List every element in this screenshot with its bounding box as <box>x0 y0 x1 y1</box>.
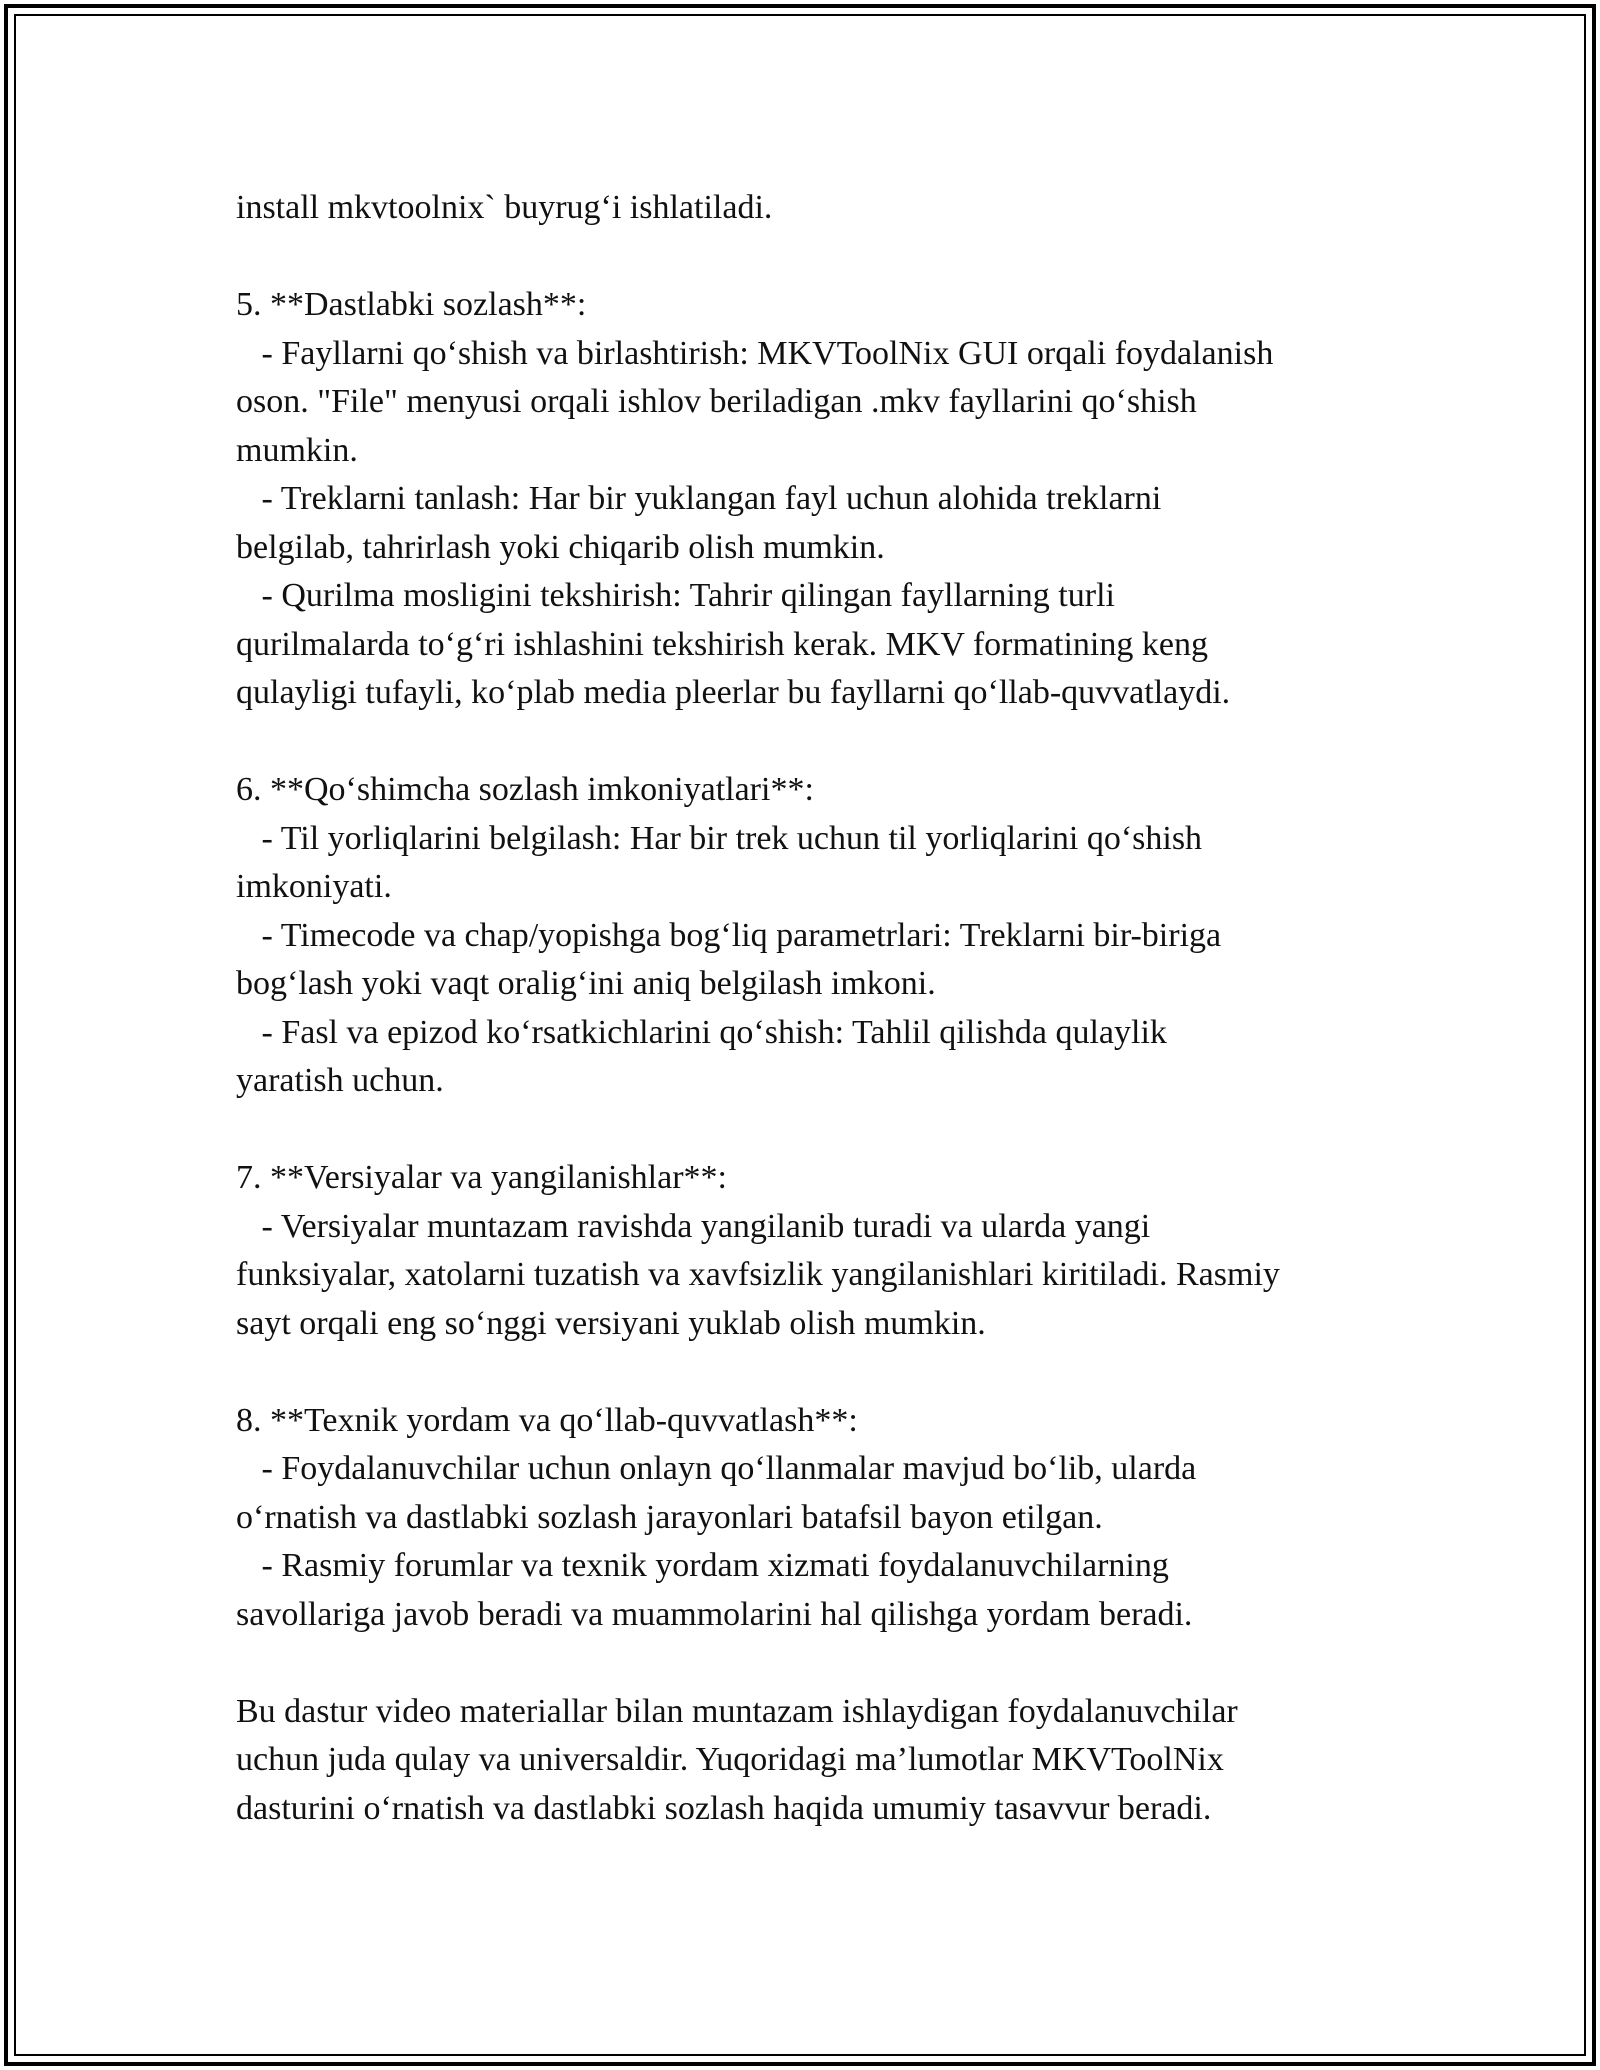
text-line: install mkvtoolnix` buyrug‘i ishlatiladi. <box>236 189 773 226</box>
text-line: belgilab, tahrirlash yoki chiqarib olish mumkin. <box>236 528 885 566</box>
text-line: - Rasmiy forumlar va texnik yordam xizmati foydalanuvchilarning <box>236 1547 1169 1584</box>
blank-line <box>236 1639 1386 1688</box>
text-line: - Treklarni tanlash: Har bir yuklangan fayl uchun alohida treklarni <box>236 480 1162 517</box>
text-line: - Foydalanuvchilar uchun onlayn qo‘llanmalar mavjud bo‘lib, ularda <box>236 1450 1197 1487</box>
text-line: qurilmalarda to‘g‘ri ishlashini tekshirish kerak. MKV formatining keng <box>236 625 1208 663</box>
text-line: qulayligi tufayli, ko‘plab media pleerlar bu fayllarni qo‘llab-quvvatlaydi. <box>236 674 1231 711</box>
text-line: - Timecode va chap/yopishga bog‘liq parametrlari: Treklarni bir-biriga <box>236 916 1222 954</box>
text-line: - Versiyalar muntazam ravishda yangilanib turadi va ularda yangi <box>236 1207 1151 1245</box>
text-line: - Fayllarni qo‘shish va birlashtirish: MKVToolNix GUI orqali foydalanish <box>236 334 1274 372</box>
text-line: imkoniyati. <box>236 868 392 905</box>
text-line: bog‘lash yoki vaqt oralig‘ini aniq belgilash imkoni. <box>236 965 936 1002</box>
blank-line <box>236 1106 1386 1155</box>
text-line: - Fasl va epizod ko‘rsatkichlarini qo‘shish: Tahlil qilishda qulaylik <box>236 1013 1167 1051</box>
text-line: yaratish uchun. <box>236 1062 444 1099</box>
blank-line <box>236 1348 1386 1397</box>
text-line: sayt orqali eng so‘nggi versiyani yuklab olish mumkin. <box>236 1304 986 1342</box>
text-line: savollariga javob beradi va muammolarini hal qilishga yordam beradi. <box>236 1595 1193 1633</box>
closing-paragraph-line: uchun juda qulay va universaldir. Yuqoridagi ma’lumotlar MKVToolNix <box>236 1741 1224 1778</box>
closing-paragraph-line: dasturini o‘rnatish va dastlabki sozlash haqida umumiy tasavvur beradi. <box>236 1789 1212 1827</box>
text-line: funksiyalar, xatolarni tuzatish va xavfsizlik yangilanishlari kiritiladi. Rasmiy <box>236 1256 1280 1293</box>
section-heading: 7. **Versiyalar va yangilanishlar**: <box>236 1159 727 1196</box>
document-body <box>236 184 1386 1833</box>
blank-line <box>236 233 1386 282</box>
text-line: oson. "File" menyusi orqali ishlov beriladigan .mkv fayllarini qo‘shish <box>236 383 1197 420</box>
section-heading: 5. **Dastlabki sozlash**: <box>236 286 587 323</box>
text-line: mumkin. <box>236 431 358 469</box>
blank-line <box>236 718 1386 767</box>
text-line: - Qurilma mosligini tekshirish: Tahrir qilingan fayllarning turli <box>236 577 1115 614</box>
text-line: - Til yorliqlarini belgilash: Har bir trek uchun til yorliqlarini qo‘shish <box>236 819 1203 857</box>
closing-paragraph-line: Bu dastur video materiallar bilan muntazam ishlaydigan foydalanuvchilar <box>236 1692 1238 1730</box>
section-heading: 6. **Qo‘shimcha sozlash imkoniyatlari**: <box>236 771 814 808</box>
text-line: o‘rnatish va dastlabki sozlash jarayonlari batafsil bayon etilgan. <box>236 1498 1103 1536</box>
section-heading: 8. **Texnik yordam va qo‘llab-quvvatlash**: <box>236 1401 858 1439</box>
